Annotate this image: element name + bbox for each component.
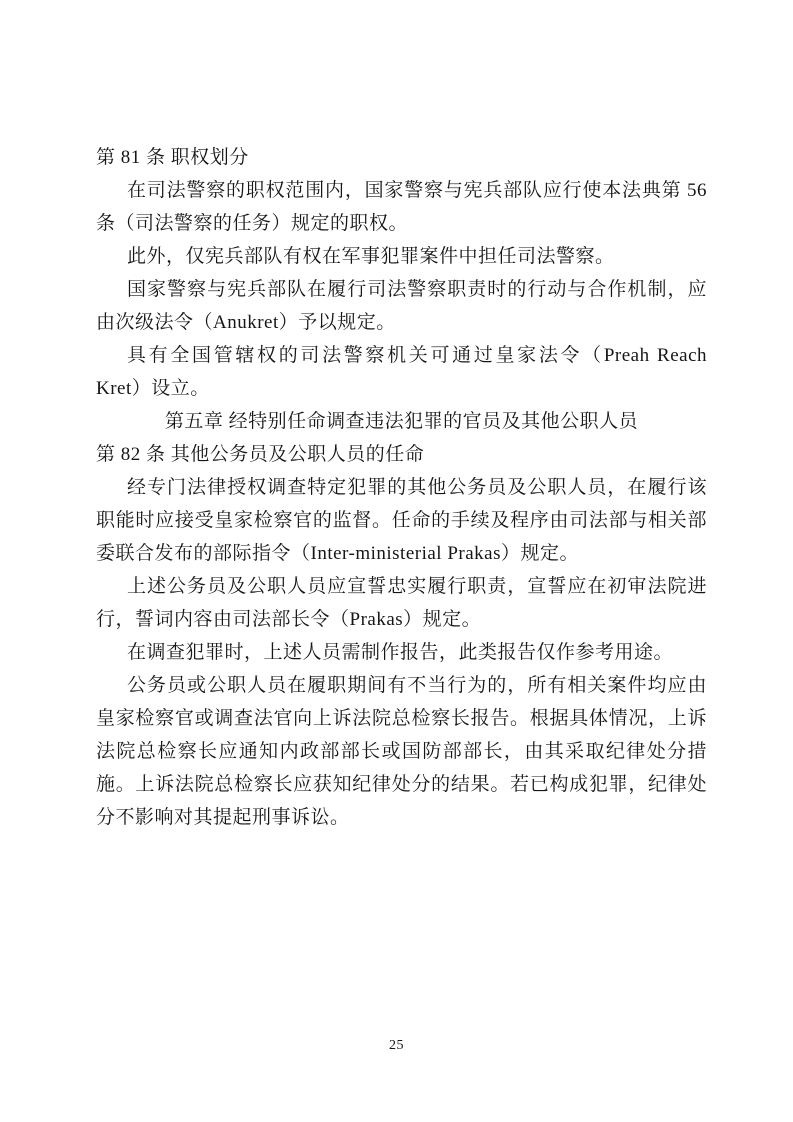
article-81-heading: 第 81 条 职权划分: [96, 147, 249, 168]
article-82-paragraph-1: 经专门法律授权调查特定犯罪的其他公务员及公职人员，在履行该职能时应接受皇家检察官的监督。任命的手续及程序由司法部与相关部委联合发布的部际指令（Inter-ministerial Prakas）规定。: [96, 477, 707, 564]
page-number: 25: [389, 1038, 404, 1053]
document-content: [96, 141, 707, 834]
article-82-paragraph-4: 公务员或公职人员在履职期间有不当行为的，所有相关案件均应由皇家检察官或调查法官向上诉法院总检察长报告。根据具体情况，上诉法院总检察长应通知内政部部长或国防部部长，由其采取纪律处分措施。上诉法院总检察长应获知纪律处分的结果。若已构成犯罪，纪律处分不影响对其提起刑事诉讼。: [96, 675, 707, 828]
article-82-heading: 第 82 条 其他公务员及公职人员的任命: [96, 444, 425, 465]
article-81-paragraph-1: 在司法警察的职权范围内，国家警察与宪兵部队应行使本法典第 56 条（司法警察的任务）规定的职权。: [96, 180, 707, 234]
page-footer: [0, 1036, 793, 1054]
article-82-paragraph-3: 在调查犯罪时，上述人员需制作报告，此类报告仅作参考用途。: [127, 642, 674, 663]
article-82-paragraph-2: 上述公务员及公职人员应宣誓忠实履行职责，宣誓应在初审法院进行，誓词内容由司法部长令（Prakas）规定。: [96, 576, 707, 630]
article-81-paragraph-4: 具有全国管辖权的司法警察机关可通过皇家法令（Preah Reach Kret）设立。: [96, 345, 707, 399]
article-81-paragraph-3: 国家警察与宪兵部队在履行司法警察职责时的行动与合作机制，应由次级法令（Anukret）予以规定。: [96, 279, 707, 333]
chapter-5-heading: 第五章 经特别任命调查违法犯罪的官员及其他公职人员: [164, 411, 639, 432]
article-81-paragraph-2: 此外，仅宪兵部队有权在军事犯罪案件中担任司法警察。: [127, 246, 615, 267]
